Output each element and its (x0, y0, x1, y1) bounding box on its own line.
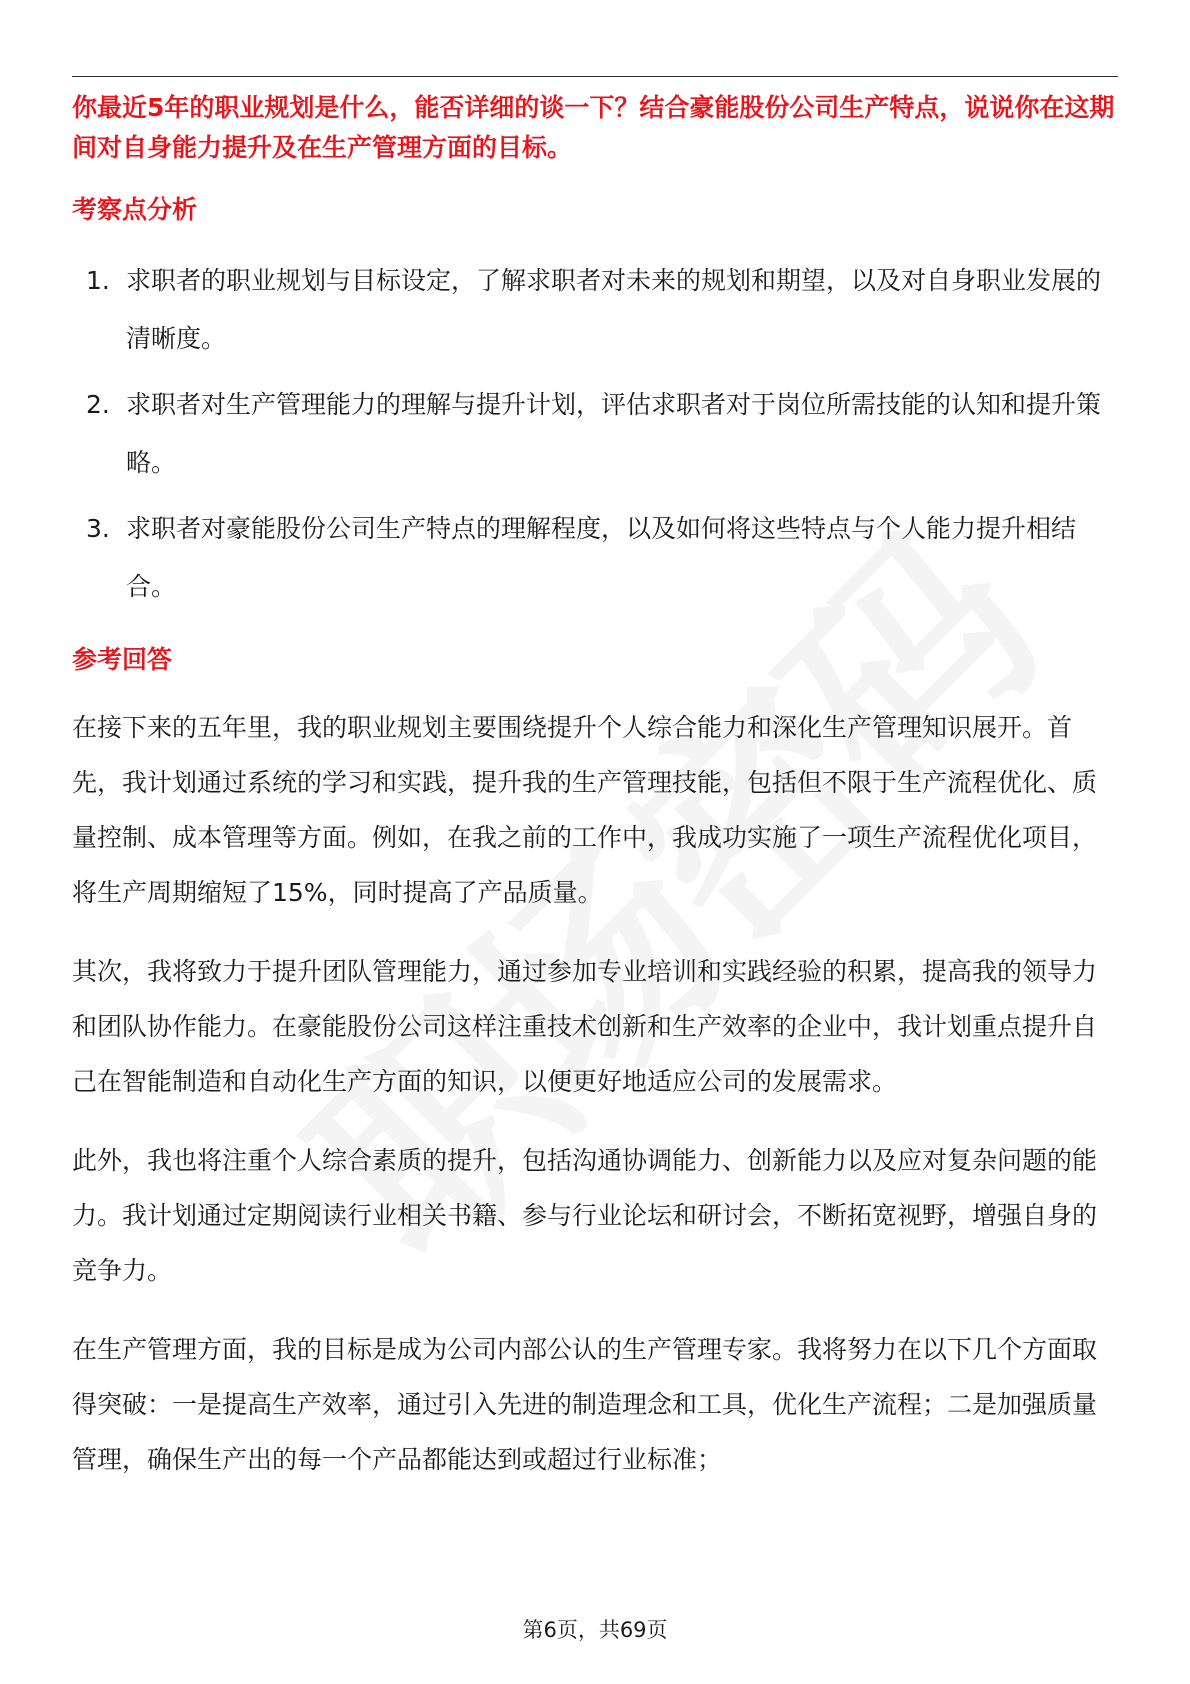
analysis-list (72, 252, 1118, 616)
list-item-text: 求职者对生产管理能力的理解与提升计划，评估求职者对于岗位所需技能的认知和提升策略。 (126, 390, 1102, 477)
question-title: 你最近5年的职业规划是什么，能否详细的谈一下？结合豪能股份公司生产特点，说说你在这期间对自身能力提升及在生产管理方面的目标。 (72, 93, 1115, 162)
list-item (72, 252, 1118, 368)
list-number: 3. (86, 514, 110, 543)
list-item-text: 求职者对豪能股份公司生产特点的理解程度，以及如何将这些特点与个人能力提升相结合。 (126, 514, 1077, 601)
answer-paragraph: 在接下来的五年里，我的职业规划主要围绕提升个人综合能力和深化生产管理知识展开。首先，我计划通过系统的学习和实践，提升我的生产管理技能，包括但不限于生产流程优化、质量控制、成本管理等方面。例如，在我之前的工作中，我成功实施了一项生产流程优化项目，将生产周期缩短了15%，同时提高了产品质量。 (72, 713, 1098, 907)
page-content (72, 88, 1118, 1487)
answer-paragraph: 在生产管理方面，我的目标是成为公司内部公认的生产管理专家。我将努力在以下几个方面取得突破：一是提高生产效率，通过引入先进的制造理念和工具，优化生产流程；二是加强质量管理，确保生产出的每一个产品都能达到或超过行业标准； (72, 1335, 1098, 1474)
answer-heading: 参考回答 (72, 645, 173, 674)
list-item-text: 求职者的职业规划与目标设定，了解求职者对未来的规划和期望，以及对自身职业发展的清晰度。 (126, 266, 1102, 353)
answer-paragraph: 此外，我也将注重个人综合素质的提升，包括沟通协调能力、创新能力以及应对复杂问题的能力。我计划通过定期阅读行业相关书籍、参与行业论坛和研讨会，不断拓宽视野，增强自身的竞争力。 (72, 1146, 1098, 1285)
list-item (72, 376, 1118, 492)
header-rule (72, 76, 1118, 77)
list-item (72, 500, 1118, 616)
answer-body (72, 700, 1118, 1487)
page-number: 第6页，共69页 (522, 1618, 668, 1642)
list-number: 2. (86, 390, 110, 419)
answer-paragraph: 其次，我将致力于提升团队管理能力，通过参加专业培训和实践经验的积累，提高我的领导力和团队协作能力。在豪能股份公司这样注重技术创新和生产效率的企业中，我计划重点提升自己在智能制造和自动化生产方面的知识，以便更好地适应公司的发展需求。 (72, 957, 1098, 1096)
analysis-heading: 考察点分析 (72, 195, 198, 224)
list-number: 1. (86, 266, 110, 295)
